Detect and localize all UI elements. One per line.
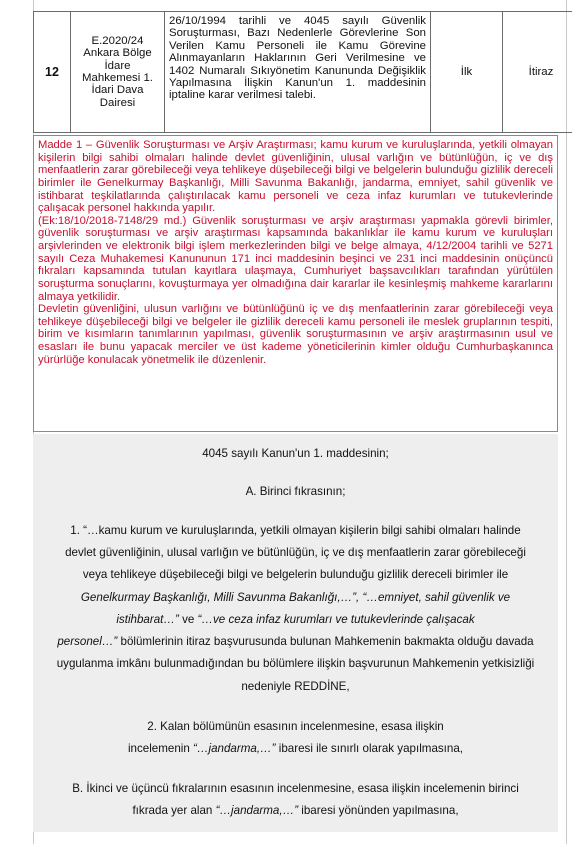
item-1-line bbox=[33, 587, 558, 609]
item-2-text: incelemenin bbox=[127, 742, 194, 755]
case-table bbox=[33, 11, 572, 133]
court-line: Mahkemesi 1. bbox=[82, 72, 153, 84]
section-b-text: fıkrada yer alan bbox=[132, 804, 216, 817]
item-1-line bbox=[33, 609, 558, 631]
court-line: E.2020/24 bbox=[91, 34, 144, 47]
item-1-line: veya tehlikeye düşebileceği bilgi ve belgelerin bulunduğu gizlilik dereceli birimler ile bbox=[82, 568, 509, 581]
article-paragraph-3: Devletin güvenliğini, ulusun varlığını ve bütünlüğünü iç ve dış menfaatlerinin zarar görebileceği veya tehlikeye düşebileceği bilgi ve belgeler ile gizlilik dereceli kamu personeli ile meslek gruplarının tespiti, birim ve kısımların tanımlarının yapılması, güvenlik soruşturmasının ve arşiv araştırmasının usul ve esasları ile bunu yapacak merciler ve üst kademe yöneticilerinin kimler olduğu Cumhurbaşkanınca yürürlüğe konulacak yönetmelik ile düzenlenir. bbox=[38, 303, 553, 366]
section-b-line: B. İkinci ve üçüncü fıkralarının esasının incelenmesine, esasa ilişkin incelemenin birinci bbox=[72, 782, 519, 795]
court-cell bbox=[71, 12, 165, 133]
quoted-text: “…ve ceza infaz kurumları ve tutukevlerinde çalışacak bbox=[197, 613, 475, 626]
court-line: İdare bbox=[104, 59, 131, 72]
item-1-text: bölümlerinin itiraz başvurusunda bulunan Mahkemenin bakmakta olduğu davada bbox=[117, 635, 534, 648]
quoted-text: istihbarat…” bbox=[116, 613, 179, 626]
article-paragraph-1: Madde 1 – Güvenlik Soruşturması ve Arşiv Araştırması; kamu kurum ve kuruluşlarında, yetkili olmayan kişilerin bilgi sahibi olmaları halinde devlet güvenliğinin, ulusal varlığın ve bütünlüğün, iç ve dış menfaatlerin zarar görebileceği veya tehlikeye düşebileceği bilgi ve belgelerin bulunduğu gizlilik dereceli birimler ile Genelkurmay Başkanlığı, Milli Savunma Bakanlığı, jandarma, emniyet, sahil güvenlik ve istihbarat teşkilatlarında çalıştırılacak kamu personeli ve ceza infaz kurumları ve tutukevlerinde çalışacak personel hakkında yapılır. bbox=[38, 139, 553, 215]
law-article-box bbox=[33, 135, 558, 432]
court-line: Ankara Bölge bbox=[83, 47, 152, 60]
section-b-line bbox=[33, 800, 558, 822]
subject-cell: 26/10/1994 tarihli ve 4045 sayılı Güvenlik Soruşturması, Bazı Nedenlerle Görevlerine Son Verilen Kamu Personeli ile Kamu Görevine Alınmayanların Haklarının Geri Verilmesine ve 1402 Numaralı Sıkıyönetim Kanununda Değişiklik Yapılmasına İlişkin Kanun'un 1. maddesinin iptaline karar verilmesi talebi. bbox=[165, 12, 431, 133]
quoted-text: Genelkurmay Başkanlığı, Milli Savunma Bakanlığı,…”, bbox=[80, 591, 360, 604]
table-row bbox=[34, 12, 572, 133]
court-line: İdari Dava bbox=[91, 84, 144, 97]
court-line: Dairesi bbox=[99, 96, 136, 109]
item-2-line: 2. Kalan bölümünün esasının incelenmesine, esasa ilişkin bbox=[147, 720, 444, 733]
quoted-text: “…jandarma,…” bbox=[193, 742, 276, 755]
item-2-text: ibaresi ile sınırlı olarak yapılmasına, bbox=[275, 742, 464, 755]
article-paragraph-2: (Ek:18/10/2018-7148/29 md.) Güvenlik soruşturması ve arşiv araştırması yapmakla görevli birimler, güvenlik soruşturması ve arşiv araştırması kapsamında bakanlıklar ile kamu kurum ve kuruluşları arşivlerinden ve elektronik bilgi işlem merkezlerinden bilgi ve belge almaya, 4/12/2004 tarihli ve 5271 sayılı Ceza Muhakemesi Kanununun 171 inci maddesinin beşinci ve 231 inci maddesinin onüçüncü fıkraları kapsamında tutulan kayıtlara ulaşmaya, Cumhuriyet başsavcılıkları tarafından yürütülen soruşturma sonuçlarını, kovuşturmaya yer olmadığına dair kararlar ile kesinleşmiş mahkeme kararlarını almaya yetkilidir. bbox=[38, 214, 553, 303]
decision-section bbox=[33, 434, 558, 832]
quoted-text: “…emniyet, sahil güvenlik ve bbox=[362, 591, 511, 604]
decision-cell: İtiraz bbox=[503, 12, 572, 133]
item-1-line: nedeniyle REDDİNE, bbox=[241, 680, 350, 693]
quoted-text: “…jandarma,…” bbox=[215, 804, 299, 817]
connector-text: ve bbox=[178, 613, 198, 626]
item-1-line: 1. “…kamu kurum ve kuruluşlarında, yetkili olmayan kişilerin bilgi sahibi olmaları halinde bbox=[70, 524, 521, 537]
row-number: 12 bbox=[34, 12, 71, 133]
item-1-line bbox=[33, 631, 558, 653]
item-1-line: uygulanma imkânı bulunmadığından bu bölümlere ilişkin başvurunun Mahkemenin yetkisizliği bbox=[56, 657, 535, 670]
section-a-heading: A. Birinci fıkrasının; bbox=[245, 485, 346, 498]
decision-intro: 4045 sayılı Kanun'un 1. maddesinin; bbox=[202, 447, 389, 460]
section-b-text: ibaresi yönünden yapılmasına, bbox=[298, 804, 459, 817]
type-cell: İlk bbox=[431, 12, 503, 133]
item-1-line: devlet güvenliğinin, ulusal varlığın ve bütünlüğün, iç ve dış menfaatlerin zarar görebileceği bbox=[65, 546, 526, 559]
item-2-line bbox=[33, 738, 558, 760]
quoted-text: personel…” bbox=[57, 635, 118, 648]
